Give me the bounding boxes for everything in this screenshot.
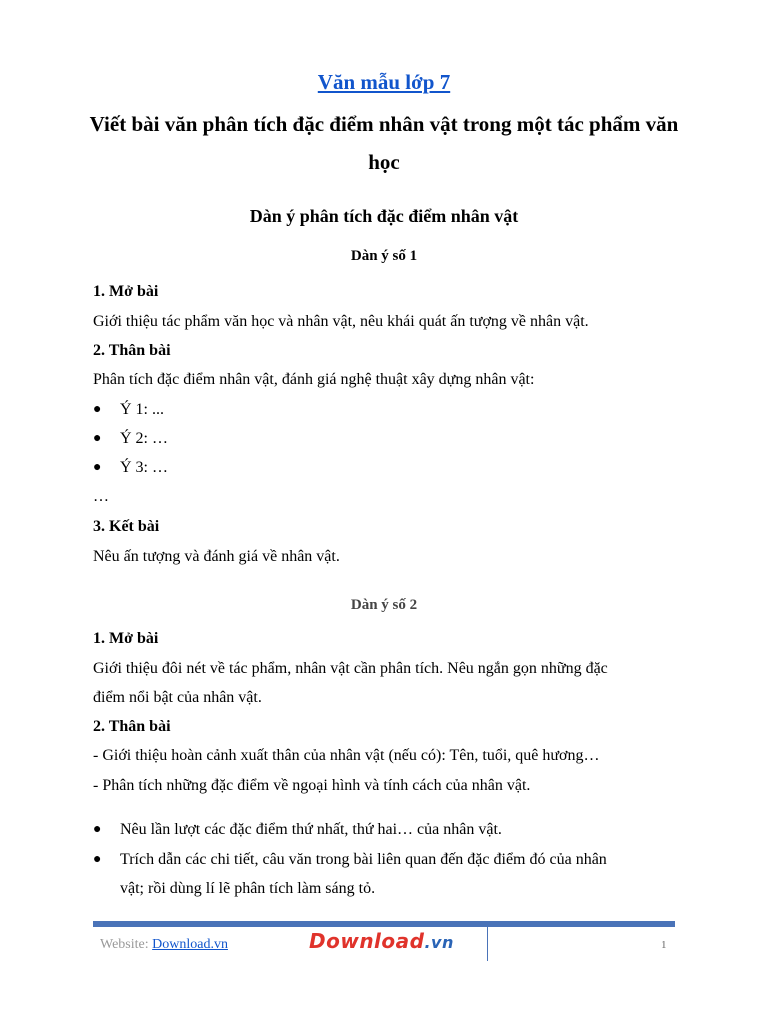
- outline-2-mo-bai-line-2: điểm nổi bật của nhân vật.: [93, 689, 262, 706]
- list-item-text: Nêu lần lượt các đặc điểm thứ nhất, thứ hai… của nhân vật.: [120, 821, 502, 838]
- footer-bar: [93, 921, 675, 927]
- bullet-dot-icon: ●: [93, 852, 102, 867]
- outline-2-mo-bai-heading: 1. Mở bài: [93, 630, 159, 647]
- list-item-continuation: [93, 874, 683, 904]
- list-item: [93, 815, 683, 845]
- bullet-dot-icon: ●: [93, 822, 102, 837]
- footer-divider: [487, 927, 488, 961]
- logo-main-text: Download: [309, 929, 425, 953]
- outline-1-ket-bai-heading: 3. Kết bài: [93, 518, 160, 535]
- section-heading: Dàn ý phân tích đặc điểm nhân vật: [249, 206, 519, 226]
- outline-1-than-bai-heading: 2. Thân bài: [93, 342, 171, 359]
- category-link[interactable]: Văn mẫu lớp 7: [317, 70, 451, 94]
- footer-website-link[interactable]: Download.vn: [152, 937, 228, 952]
- list-item-text: vật; rồi dùng lí lẽ phân tích làm sáng tỏ.: [120, 880, 376, 897]
- outline-2-than-bai-heading: 2. Thân bài: [93, 718, 171, 735]
- download-logo: [309, 929, 454, 953]
- page-number: 1: [661, 939, 667, 951]
- outline-2-dash-1: - Giới thiệu hoàn cảnh xuất thân của nhân vật (nếu có): Tên, tuổi, quê hương…: [93, 747, 600, 764]
- outline-1-ket-bai-text: Nêu ấn tượng và đánh giá về nhân vật.: [93, 548, 340, 565]
- list-item-text: Ý 3: …: [120, 459, 168, 476]
- outline-1-ellipsis: …: [93, 488, 109, 505]
- list-item-text: Ý 1: ...: [120, 401, 164, 418]
- list-item: [93, 395, 683, 425]
- outline-1-heading: Dàn ý số 1: [350, 248, 418, 264]
- outline-2-heading: Dàn ý số 2: [350, 597, 418, 613]
- bullet-dot-icon: ●: [93, 431, 102, 446]
- bullet-dot-icon: ●: [93, 402, 102, 417]
- page-title: Viết bài văn phân tích đặc điểm nhân vật trong một tác phẩm văn học: [89, 112, 679, 174]
- outline-1-than-bai-text: Phân tích đặc điểm nhân vật, đánh giá nghệ thuật xây dựng nhân vật:: [93, 371, 535, 388]
- outline-1-mo-bai-text: Giới thiệu tác phẩm văn học và nhân vật, nêu khái quát ấn tượng về nhân vật.: [93, 313, 589, 330]
- outline-2-dash-2: - Phân tích những đặc điểm về ngoại hình và tính cách của nhân vật.: [93, 777, 531, 794]
- list-item: [93, 845, 683, 875]
- logo-suffix-text: .vn: [424, 933, 454, 952]
- bullet-dot-icon: ●: [93, 460, 102, 475]
- list-item-text: Trích dẫn các chi tiết, câu văn trong bài liên quan đến đặc điểm đó của nhân: [120, 851, 607, 868]
- outline-2-mo-bai-line-1: Giới thiệu đôi nét về tác phẩm, nhân vật cần phân tích. Nêu ngắn gọn những đặc: [93, 660, 608, 677]
- list-item-text: Ý 2: …: [120, 430, 168, 447]
- outline-1-mo-bai-heading: 1. Mở bài: [93, 283, 159, 300]
- footer-website-label: Website:: [100, 937, 153, 952]
- list-item: [93, 453, 683, 483]
- list-item: [93, 424, 683, 454]
- footer-website: [100, 937, 228, 953]
